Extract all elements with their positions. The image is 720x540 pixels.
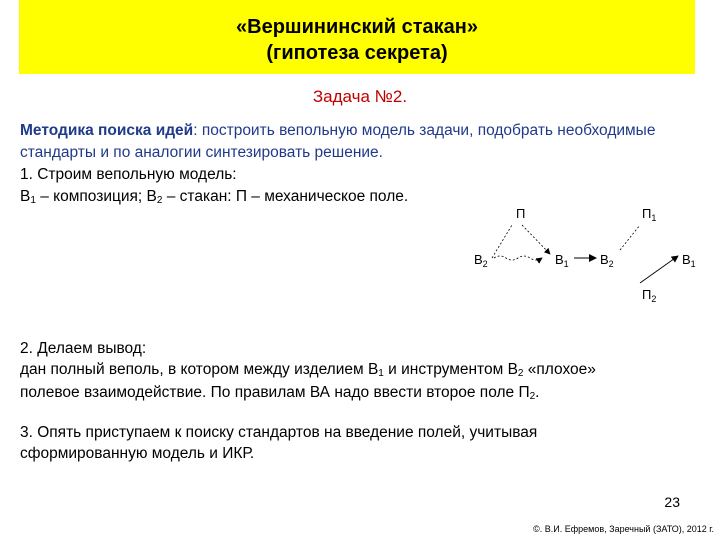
diagram-left-p: П	[516, 206, 526, 221]
su-field-diagram	[460, 198, 720, 308]
right-edge-p2-b1	[640, 256, 678, 283]
diagram-right-p2: $П_2$	[642, 287, 657, 304]
method-rest: : построить вепольную модель задачи, подобрать необходимые стандарты и по аналогии синтезировать решение.	[20, 122, 656, 161]
title-banner	[19, 0, 695, 74]
title-line-2: (гипотеза секрета)	[266, 42, 448, 64]
left-edge-b2-b1	[494, 256, 542, 260]
left-edge-b2-p	[492, 225, 512, 258]
diagram-left-b1: $В_1$	[555, 252, 569, 269]
method-lead: Методика поиска идей	[20, 122, 194, 139]
right-edge-b2-p1	[620, 225, 640, 250]
method-block	[20, 120, 690, 210]
step1-heading: 1. Строим вепольную модель:	[20, 166, 237, 183]
diagram-right-b2: $В_2$	[600, 252, 614, 269]
title-line-1: «Вершининский стакан»	[236, 16, 478, 38]
diagram-left-b2: $В_2$	[474, 252, 488, 269]
task-heading: Задача №2.	[312, 87, 408, 106]
page-number: 23	[664, 494, 680, 510]
step2-line2: дан полный веполь, в котором между изделием $В_1$ и инструментом $В_2$ «плохое»	[20, 361, 596, 379]
step2-heading: 2. Делаем вывод:	[20, 340, 147, 357]
copyright-note: ©. В.И. Ефремов, Заречный (ЗАТО), 2012 г.	[533, 524, 714, 534]
step2-block	[20, 338, 700, 405]
diagram-right-b1: $В_1$	[682, 252, 696, 269]
b1-sub: 1	[30, 195, 36, 206]
b1-letter: В	[20, 188, 31, 205]
diagram-right-p1: $П_1$	[642, 206, 657, 223]
method-paragraph	[20, 120, 690, 164]
step2-line3: полевое взаимодействие. По правилам ВА надо ввести второе поле $П_2$.	[20, 384, 540, 402]
step3-line2: сформированную модель и ИКР.	[20, 445, 255, 462]
step3-block	[20, 422, 700, 464]
b1-text: – композиция; В	[35, 188, 157, 205]
b2-text: – стакан: П – механическое поле.	[162, 188, 409, 205]
step3-line1: 3. Опять приступаем к поиску стандартов на введение полей, учитывая	[20, 424, 538, 441]
b2-sub: 2	[156, 195, 163, 206]
left-edge-p-b1	[522, 225, 550, 254]
